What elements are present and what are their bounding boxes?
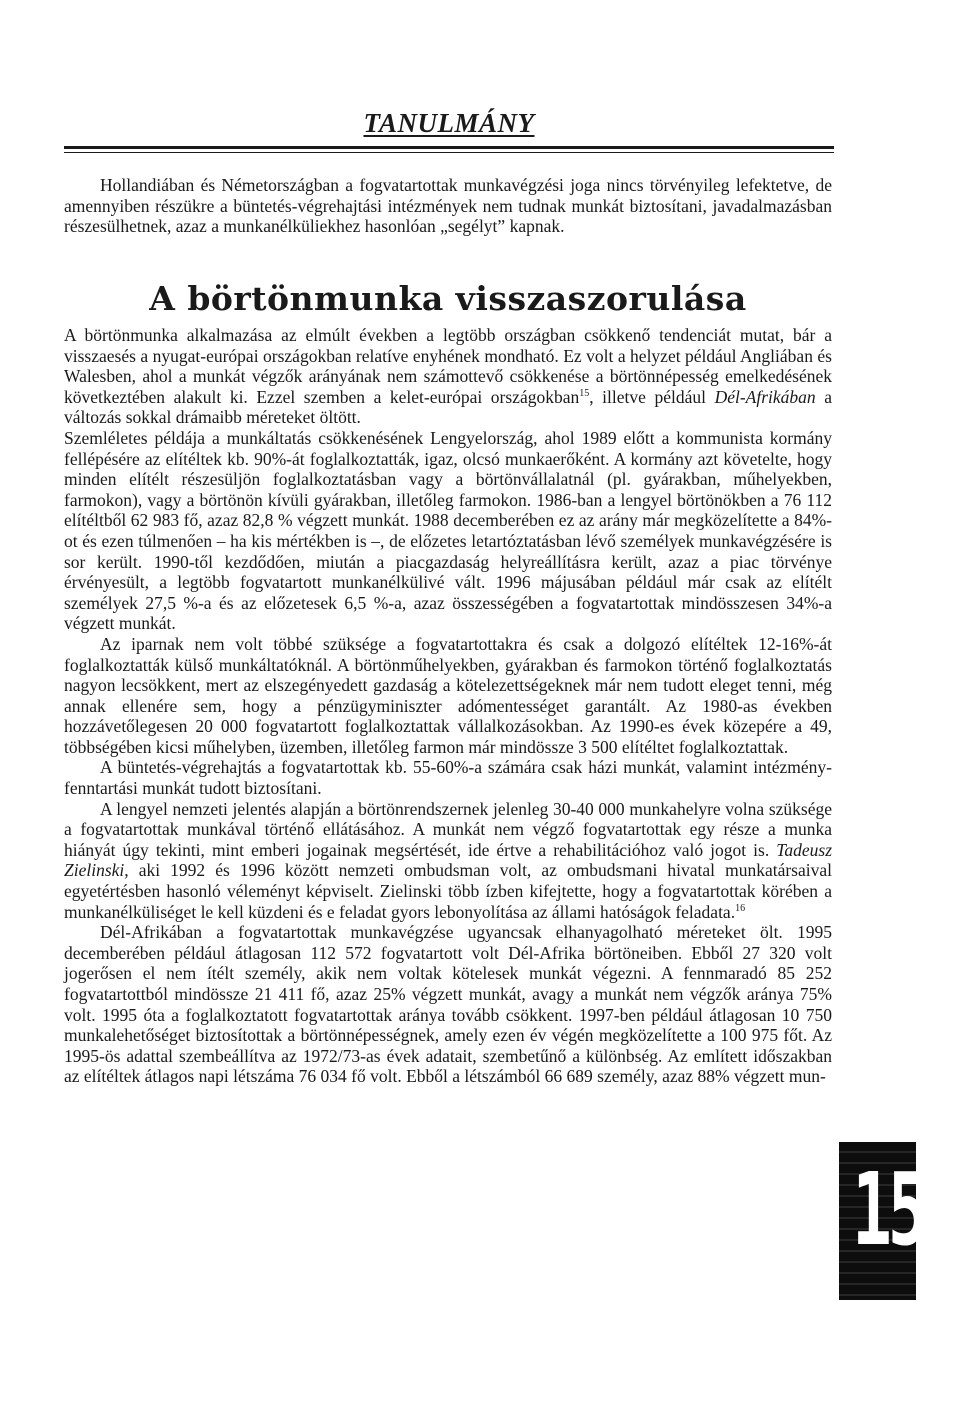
paragraph-3: Az iparnak nem volt többé szüksége a fogvatartottakra és csak a dolgozó elítéltek 12-16%-át foglalkoztatták külső munkáltatóknál. A börtönműhelyekben, gyárakban és farmokon történő foglalkoztatás nagyon lecsökkent, mert az elszegényedett gazdaság a kötelezettségeknek már nem tudott eleget tenni, még annak ellenére sem, hogy a pénzügyminiszter adómentességet garantált. Az 1980-as években hozzávetőlegesen 20 000 fogvatartott foglalkoztattak vállalkozásokban. Az 1990-es évek közepére a 49, többségében kicsi műhelyben, üzemben, illetőleg farmon már mindössze 3 500 elítéltet foglalkoztattak. [64, 633, 832, 757]
intro-paragraph: Hollandiában és Németországban a fogvatartottak munkavégzési joga nincs törvényileg lefektetve, de amennyiben részükre a büntetés-végrehajtási intézmények nem tudnak munkát biztosítani, javadalmazásban részesülhetnek, azaz a munkanélküliekhez hasonlóan „segélyt” kapnak. [64, 175, 832, 237]
intro-paragraph-block [64, 175, 832, 237]
page-number-block [839, 1142, 924, 1300]
paragraph-1-text-a: A börtönmunka alkalmazása az elmúlt években a legtöbb országban csökkenő tendenciát mutat, bár a visszaesés a nyugat-európai országokban relatíve enyhének mondható. Ez volt a helyzet például Angliában és Walesben, ahol a munkát végzők arányának nem számottevő csökkenése a börtönnépesség emelkedésének következtében alakult ki. Ezzel szemben a kelet-európai országokban [64, 325, 832, 407]
paragraph-1-italic: Dél-Afrikában [714, 386, 816, 407]
paragraph-1-text-c: a változás sokkal drámaibb méreteket öltött. [64, 386, 832, 428]
section-heading: A börtönmunka visszaszorulása [149, 279, 747, 318]
paragraph-1-text-b: , illetve például [589, 386, 715, 407]
article-body [64, 325, 832, 1087]
running-header [64, 108, 834, 154]
paragraph-1 [64, 325, 832, 428]
paragraph-6: Dél-Afrikában a fogvatartottak munkavégzése ugyancsak elhanyagolható méreteket ölt. 1995 decemberében például átlagosan 112 572 fogvatartott volt Dél-Afrika börtöneiben. Ebből 27 320 volt jogerősen el nem ítélt személy, akik nem voltak kötelesek munkát végezni. A fennmaradó 85 252 fogvatartottból mindössze 21 411 fő, azaz 25% végzett munkát, avagy a munkát nem végzők aránya 75% volt. 1995 óta a foglalkoztatott fogvatartottak aránya tovább csökkent. 1997-ben például átlagosan 10 750 munkalehetőséget biztosítottak a börtönnépességnek, amely ezen év végén megközelítette a 100 975 főt. Az 1995-ös adattal szembeállítva az 1972/73-as évek adatait, szembetűnő a különbség. Az említett időszakban az elítéltek átlagos napi létszáma 76 034 fő volt. Ebből a létszámból 66 689 személy, azaz 88% végzett mun- [64, 922, 832, 1087]
paragraph-5-text-a: A lengyel nemzeti jelentés alapján a börtönrendszernek jelenleg 30-40 000 munkahelyre volna szüksége a fogvatartottak munkával történő ellátásához. A munkát nem végző fogvatartottak egy része a munka hiányát úgy tekinti, mint emberi jogainak megsértését, ide értve a rehabilitációhoz való jogot is. [64, 798, 832, 860]
footnote-ref-15: 15 [579, 387, 590, 399]
footnote-ref-16: 16 [735, 902, 746, 914]
header-rule-thin [64, 152, 834, 153]
paragraph-2: Szemléletes példája a munkáltatás csökkenésének Lengyelország, ahol 1989 előtt a kommunista kormány fellépésére az elítéltek kb. 90%-át foglalkoztatták, igaz, olcsó munkaerőként. A kormány azt követelte, hogy minden elítélt részesüljön foglalkoztatásban vagy a börtönvállalatnál (pl. gyárakban, műhelyekben, farmokon), vagy a börtönön kívüli gyárakban, illetőleg farmokon. 1986-ban a lengyel börtönökben a 76 112 elítéltből 62 983 fő, azaz 82,8 % végzett munkát. 1988 decemberében ez az arány már megközelítette a 84%-ot és ezen túlmenően – ha kis mértékben is –, de előzetes letartóztatásban lévő személyek munkavégzésére is sor került. 1990-től kezdődően, miután a piacgazdaság helyreállításra került, azaz a piac törvénye érvényesült, a legtöbb fogvatartott munkanélkülivé vált. 1996 májusában például már csak az elítélt személyek 27,5 %-a és az előzetesek 6,5 %-a, azaz összességében a fogvatartottak mindösszesen 34%-a végzett munkát. [64, 427, 832, 634]
paragraph-5-italic: Tadeusz Zielinski, [64, 839, 832, 881]
paragraph-4: A büntetés-végrehajtás a fogvatartottak kb. 55-60%-a számára csak házi munkát, valamint intézmény-fenntartási munkát tudott biztosítani. [64, 757, 832, 799]
paragraph-5-text-b: aki 1992 és 1996 között nemzeti ombudsman volt, az ombudsmani hivatal munkatársaival egyetértésben hasonló véleményt képviselt. Zielinski több ízben kifejtette, hogy a fogvatartottak körében a munkanélküliséget le kell küzdeni és e feladat gyors lebonyolítása az állami hatóságok feladata. [64, 860, 832, 922]
header-title: TANULMÁNY [363, 108, 535, 138]
header-rule-thick [64, 146, 834, 149]
paragraph-5 [64, 799, 832, 923]
page-number: 15 [852, 1151, 924, 1268]
